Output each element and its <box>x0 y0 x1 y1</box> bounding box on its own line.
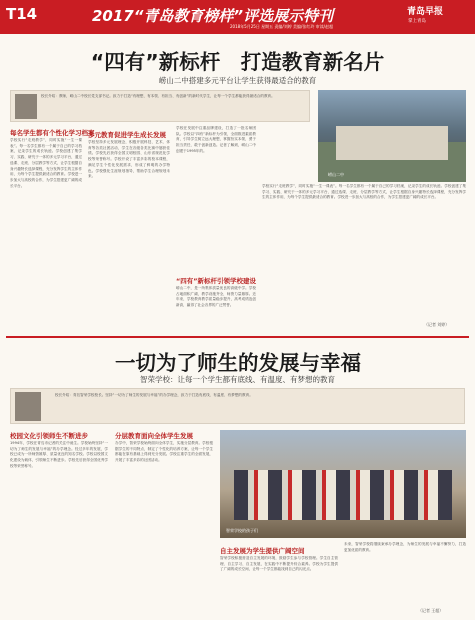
students-photo <box>220 430 466 538</box>
story-1-subheadline: 崂山二中搭建多元平台让学生获得最适合的教育 <box>158 76 317 85</box>
app-logo: 掌上青岛 <box>408 19 426 24</box>
story-1-headline: “四有”新标杆 打造教育新名片 <box>90 50 385 74</box>
story-1-column-2: 学校坚持多元发展理念，积极开展科技、艺术、体育等各类社团活动，学生在各级各类比赛中屡获佳绩。学校先后获得全国文明校园、山东省规范化学校等荣誉称号。学校开设了丰富多彩的校本课程，满足学生个性化发展需求，形成了鲜明的办学特色。学校强化生涯规划指导，帮助学生合理规划未来。 <box>88 140 170 179</box>
story-1-column-3b: 崂山二中，是一所集体质量优良的高级中学。学校占地面积广阔，教学设施齐全，师资力量雄厚。近年来，学校教育教学质量稳步提升，高考成绩连创新高，赢得了社会各界的广泛赞誉。 <box>176 286 256 308</box>
newspaper-logo: 青岛早报 <box>407 7 444 17</box>
school-photo <box>318 90 466 182</box>
story-2-headline: 一切为了师生的发展与幸福 <box>115 351 361 375</box>
section-heading: 校园文化引领师生不断进步 <box>10 432 88 440</box>
byline: （记者 王超） <box>418 608 444 613</box>
section-heading: 每名学生都有个性化学习档案 <box>10 129 95 137</box>
photo-caption: 智荣学校的孩子们 <box>226 528 258 533</box>
principal-intro: 校长介绍：青岛智荣学校校长。坚持“一切为了师生的发展与幸福”的办学理念，致力于打造有底线、有温度、有梦想的教育。 <box>55 393 253 397</box>
story-2-column-2: 办学中，智荣学校始终面向全体学生，实施分层教育。学校根据学生的不同特点，制定了个性化的培养方案，让每一个学生都能在原有基础上得到充分发展。学校注重学生的全面发展，开展了丰富多彩的社团活动。 <box>115 441 213 463</box>
issue-line: 2018年5月25日 星期五 责编/刘婷 美编/张红玲 审读/赵超 <box>230 24 333 29</box>
photo-caption: 崂山二中 <box>328 172 344 177</box>
story-2-subheadline: 智荣学校：让每一个学生都有底线、有温度、有梦想的教育 <box>140 375 335 384</box>
masthead <box>0 0 475 34</box>
section-heading: 多元教育促进学生成长发展 <box>88 131 166 139</box>
principal-intro: 校长介绍：教师，崂山二中校长党支部书记。致力于打造“有理想、有本领、有担当、有创新”的新时代学生，让每一个学生都能获得最适合的教育。 <box>41 94 275 98</box>
story-1 <box>0 34 475 335</box>
section-heading: 自主发展为学生提供广阔空间 <box>220 547 305 555</box>
story-1-column-3: 学校在发展中注重品牌建设，打造了一批名师团队。学校以“四有”新标杆为引领，全面推进素质教育，引导学生树立远大理想，掌握扮实本领，勇于担当责任，敢于创新创造。记者了解到，崂山二中创建于1995年的。 <box>176 126 256 153</box>
section-heading: “四有”新标杆引领学校建设 <box>176 277 257 285</box>
section-heading: 分层教育面向全体学生发展 <box>115 432 193 440</box>
story-1-column-1: 学校实行“走班教学”，同时实施“一生一课表”。每一名学生都有一个属于自己的学习档案，记录学生的成长轨迹。学校创建了集学习、实践、研究于一体的多元学习平台，通过选课、走班、分层教学等方式，让学生根据自身兴趣特长选择课程，充分发挥学生的主体作用，为每个学生提供最适合的教育。学校进一步加大与高校的合作，为学生搭建更广阔的成长平台。 <box>10 138 82 188</box>
photo-children <box>234 470 452 520</box>
principal-portrait <box>15 392 41 421</box>
story-1-column-4: 学校实行“走班教学”，同时实施“一生一课表”。每一名学生都有一个属于自己的学习档案，记录学生的成长轨迹。学校创建了集学习、实践、研究于一体的多元学习平台，通过选课、走班、分层教学等方式，让学生根据自身兴趣特长选择课程，充分发挥学生的主体作用，为每个学生提供最适合的教育。学校进一步加大与高校的合作，为学生搭建更广阔的成长平台。 <box>262 184 466 200</box>
page-number: T14 <box>6 5 38 23</box>
story-2 <box>0 338 475 620</box>
story-2-column-3: 智荣学校积极营造自主发展的环境，鼓励学生参与学校管理。学生自主管理、自主学习、自主发展，在实践中不断提升综合素养。学校为学生提供了广阔的成长空间，让每一个学生都能找到自己的闪光点。 <box>220 556 338 572</box>
principal-portrait <box>15 94 37 119</box>
photo-building <box>336 126 448 160</box>
principal-box <box>10 90 310 122</box>
principal-box <box>10 388 465 424</box>
story-2-column-4: 未来，智荣学校将继续秉承办学理念，为师生的发展与幸福不懈努力，打造更加优质的教育。 <box>344 542 466 552</box>
byline: （记者 刘婷） <box>424 322 450 327</box>
special-edition-banner: 2017“青岛教育榜样”评选展示特刊 <box>92 7 334 25</box>
story-2-column-1: 1994年，学校在青岛市记者的关注中诞生。学校始终坚持“一切为了师生的发展与幸福”的办学理念。经过多年的发展，学校已成为一所师资雄厚、质量优良的知名学校。学校以校园文化建设为载体，引领师生不断进步。学校先后获得全国优秀学校等荣誉称号。 <box>10 441 108 468</box>
